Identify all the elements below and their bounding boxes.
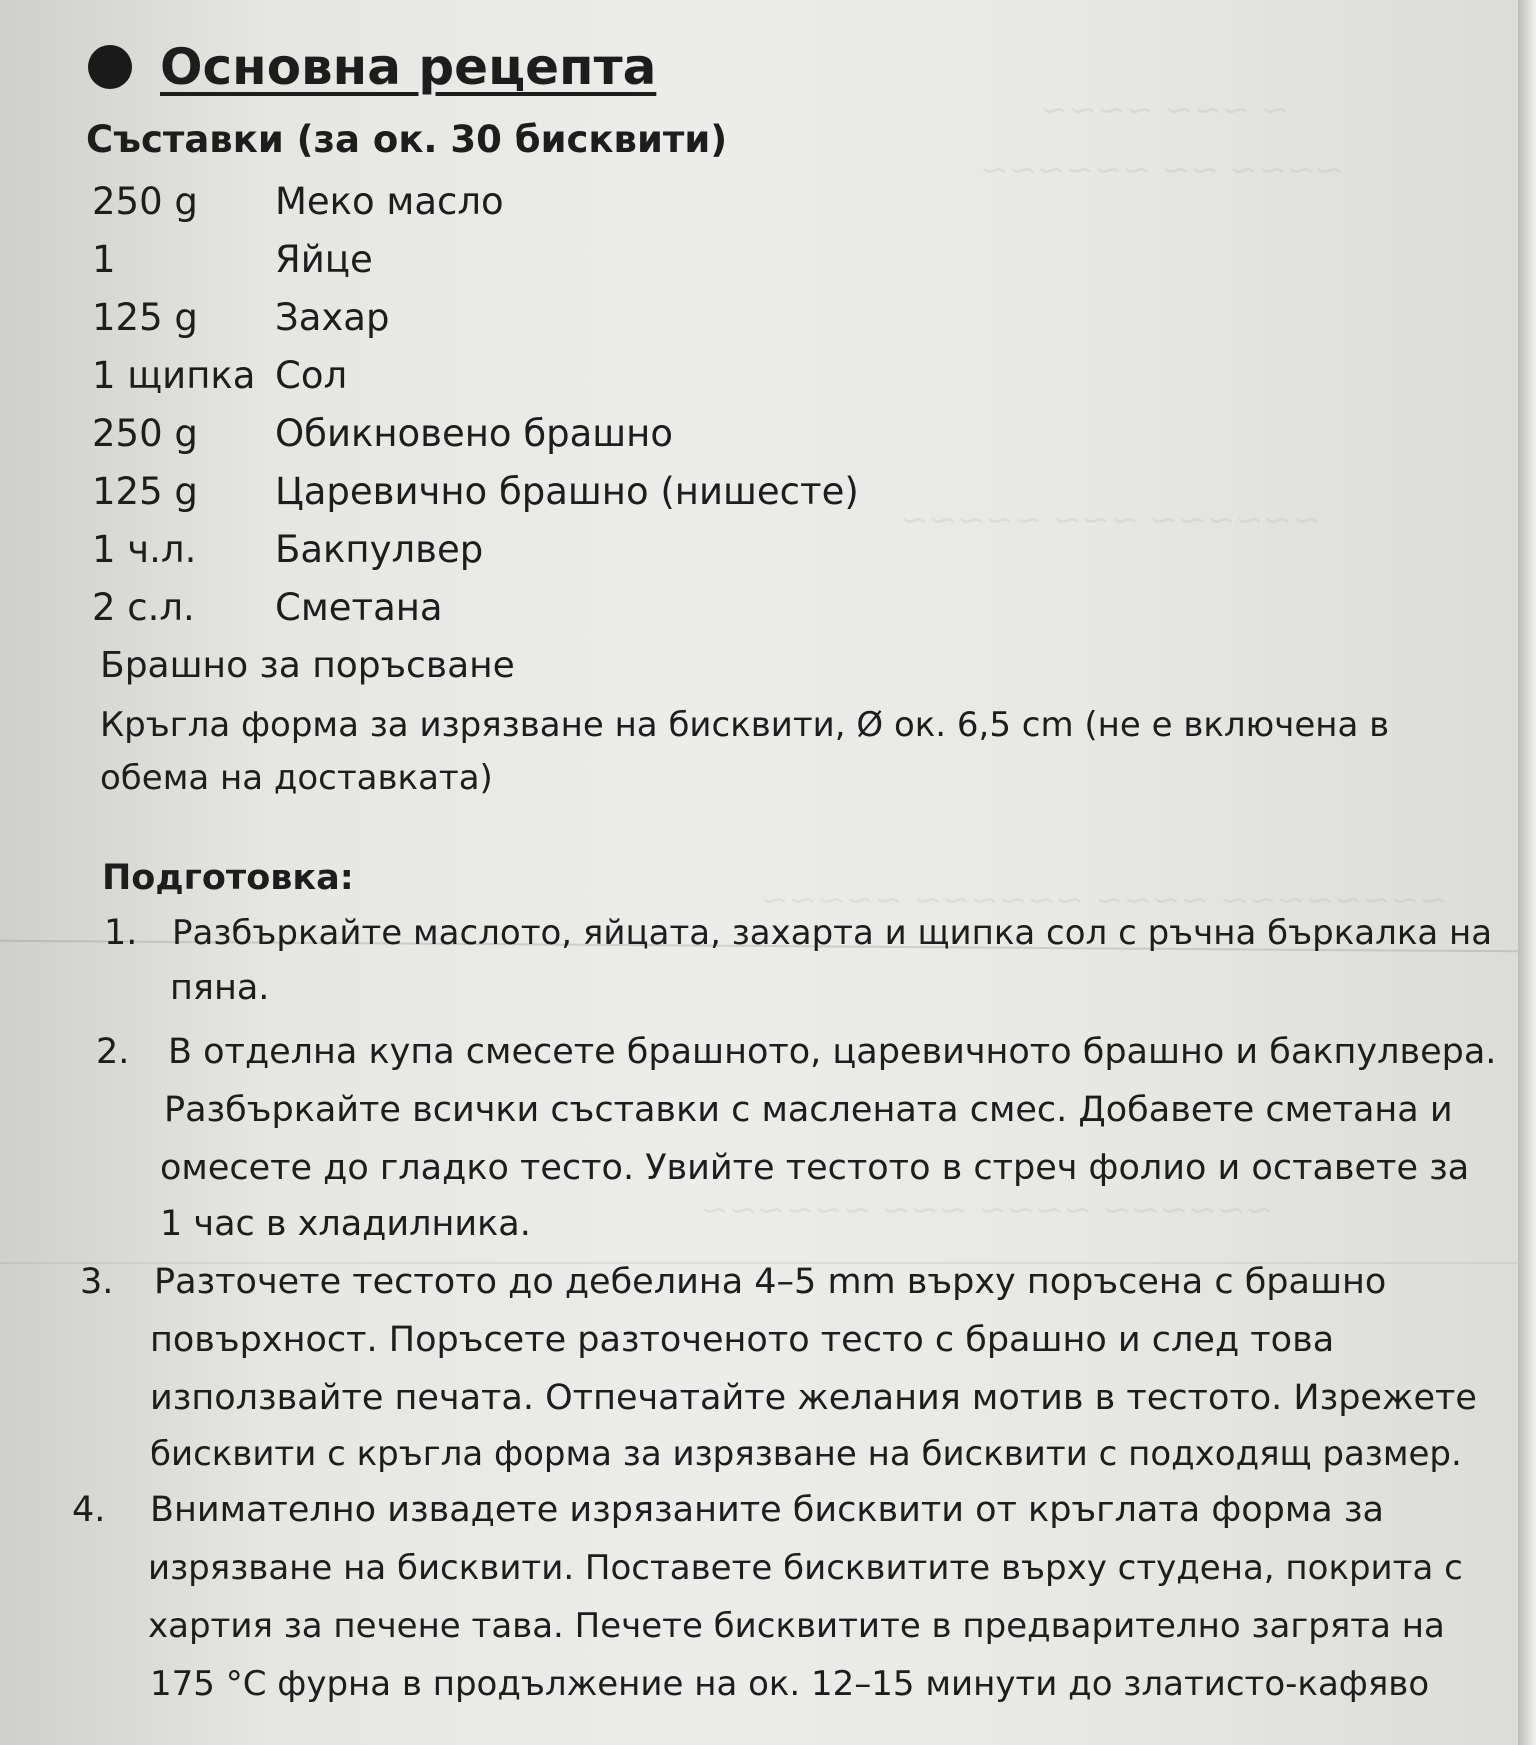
ingredient-qty: 2 с.л. bbox=[92, 586, 195, 629]
ingredient-name: Захар bbox=[275, 296, 390, 339]
step-number: 3. bbox=[80, 1262, 114, 1302]
bleed-through-text: ~~~~~~~~ ~~~~ ~~~~~~ ~~~~~ bbox=[760, 880, 1448, 920]
step-line: изрязване на бисквити. Поставете бисквитите върху студена, покрита с bbox=[148, 1548, 1463, 1588]
step-line: пяна. bbox=[170, 968, 270, 1008]
step-line: Разбъркайте всички съставки с маслената смес. Добавете сметана и bbox=[164, 1090, 1453, 1130]
step-number: 2. bbox=[96, 1032, 130, 1072]
preparation-heading: Подготовка: bbox=[102, 858, 354, 898]
ingredient-name: Обикновено брашно bbox=[275, 412, 673, 455]
ingredient-qty: 1 bbox=[92, 238, 116, 281]
ingredient-qty: 1 щипка bbox=[92, 354, 256, 397]
extra-line: Брашно за поръсване bbox=[100, 645, 515, 686]
ingredient-name: Яйце bbox=[275, 238, 373, 281]
step-line: бисквити с кръгла форма за изрязване на бисквити с подходящ размер. bbox=[150, 1434, 1462, 1474]
step-line: използвайте печата. Отпечатайте желания мотив в тестото. Изрежете bbox=[150, 1378, 1477, 1418]
ingredient-name: Царевично брашно (нишесте) bbox=[275, 470, 859, 513]
ingredient-qty: 125 g bbox=[92, 470, 198, 513]
ingredients-heading: Съставки (за ок. 30 бисквити) bbox=[86, 118, 728, 161]
step-line: хартия за печене тава. Печете бисквитите в предварително загрята на bbox=[148, 1606, 1445, 1646]
step-number: 1. bbox=[104, 913, 138, 953]
ingredient-name: Бакпулвер bbox=[275, 528, 484, 571]
paper-edge bbox=[1518, 0, 1536, 1745]
ingredient-qty: 125 g bbox=[92, 296, 198, 339]
extra-line: Кръгла форма за изрязване на бисквити, Ø ок. 6,5 cm (не е включена в bbox=[100, 705, 1390, 745]
bleed-through-text: ~~~~~~ ~~~~ ~~~ ~~~~~~ bbox=[700, 1190, 1274, 1230]
bleed-through-text: ~~~~~~ ~~~ ~~~~~ bbox=[900, 500, 1321, 540]
step-line: 1 час в хладилника. bbox=[160, 1204, 531, 1244]
step-line: омесете до гладко тесто. Увийте тестото в стреч фолио и оставете за bbox=[160, 1148, 1470, 1188]
bleed-through-text: ~~~~ ~~ ~~~~~~ bbox=[980, 150, 1344, 190]
step-line: Разбъркайте маслото, яйцата, захарта и щипка сол с ръчна бъркалка на bbox=[172, 913, 1493, 953]
bleed-through-text: ~ ~~~ ~~~~ bbox=[1040, 90, 1290, 130]
recipe-title: Основна рецепта bbox=[160, 38, 657, 96]
ingredient-qty: 1 ч.л. bbox=[92, 528, 197, 571]
bullet-icon bbox=[88, 45, 132, 89]
step-line: повърхност. Поръсете разточеното тесто с брашно и след това bbox=[150, 1320, 1335, 1360]
step-line: 175 °C фурна в продължение на ок. 12–15 минути до златисто-кафяво bbox=[150, 1664, 1430, 1704]
step-line: В отделна купа смесете брашното, царевичното брашно и бакпулвера. bbox=[168, 1032, 1497, 1072]
ingredient-qty: 250 g bbox=[92, 180, 198, 223]
ingredient-name: Сол bbox=[275, 354, 348, 397]
ingredient-qty: 250 g bbox=[92, 412, 198, 455]
step-line: Внимателно извадете изрязаните бисквити от кръглата форма за bbox=[150, 1490, 1384, 1530]
ingredient-name: Меко масло bbox=[275, 180, 504, 223]
extra-line: обема на доставката) bbox=[100, 758, 493, 798]
step-number: 4. bbox=[72, 1490, 106, 1530]
ingredient-name: Сметана bbox=[275, 586, 443, 629]
step-line: Разточете тестото до дебелина 4–5 mm върху поръсена с брашно bbox=[154, 1262, 1387, 1302]
